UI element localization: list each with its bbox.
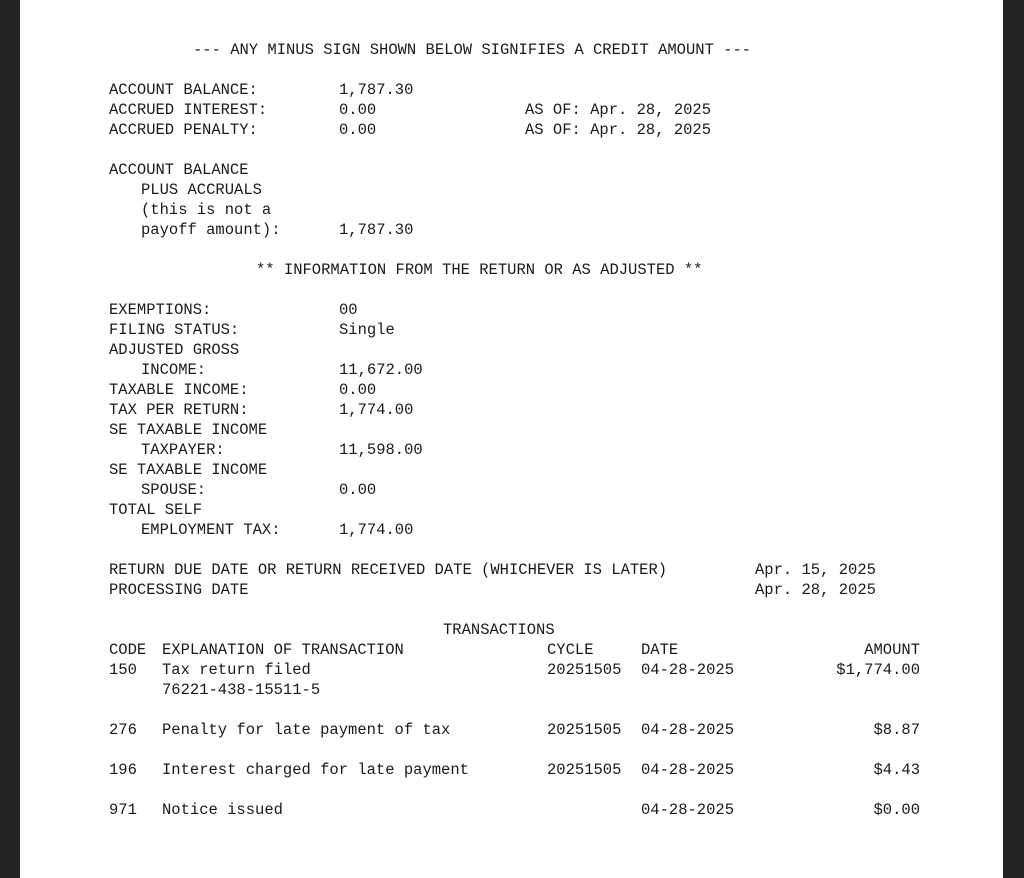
- taxable-income-value: 0.00: [339, 381, 377, 399]
- row-276-code: 276: [109, 721, 137, 739]
- tax-per-return-label: TAX PER RETURN:: [109, 401, 249, 419]
- col-header-amount: AMOUNT: [864, 641, 920, 659]
- se-taxpayer-value: 11,598.00: [339, 441, 423, 459]
- row-276-cycle: 20251505: [547, 721, 622, 739]
- processing-date-label: PROCESSING DATE: [109, 581, 249, 599]
- row-150-date: 04-28-2025: [641, 661, 735, 679]
- accrued-penalty-value: 0.00: [339, 121, 377, 139]
- accrued-penalty-label: ACCRUED PENALTY:: [109, 121, 258, 139]
- row-196-amount: $4.43: [873, 761, 920, 779]
- row-276-amount: $8.87: [873, 721, 920, 739]
- filing-status-value: Single: [339, 321, 395, 339]
- accrued-interest-asof: AS OF: Apr. 28, 2025: [525, 101, 712, 119]
- row-276-explanation: Penalty for late payment of tax: [162, 721, 451, 739]
- return-due-date-label: RETURN DUE DATE OR RETURN RECEIVED DATE (WHICHEVER IS LATER): [109, 561, 668, 579]
- se-spouse-label-1: SE TAXABLE INCOME: [109, 461, 268, 479]
- taxable-income-label: TAXABLE INCOME:: [109, 381, 249, 399]
- balance-plus-accruals-label-4: payoff amount):: [141, 221, 281, 239]
- se-tax-label-2: EMPLOYMENT TAX:: [141, 521, 281, 539]
- row-196-explanation: Interest charged for late payment: [162, 761, 469, 779]
- credit-banner: --- ANY MINUS SIGN SHOWN BELOW SIGNIFIES A CREDIT AMOUNT ---: [193, 41, 752, 59]
- row-150-code: 150: [109, 661, 137, 679]
- row-150-cycle: 20251505: [547, 661, 622, 679]
- col-header-date: DATE: [641, 641, 679, 659]
- agi-value: 11,672.00: [339, 361, 423, 379]
- se-taxpayer-label-2: TAXPAYER:: [141, 441, 225, 459]
- row-971-date: 04-28-2025: [641, 801, 735, 819]
- row-971-code: 971: [109, 801, 137, 819]
- col-header-cycle: CYCLE: [547, 641, 594, 659]
- exemptions-label: EXEMPTIONS:: [109, 301, 212, 319]
- row-971-amount: $0.00: [873, 801, 920, 819]
- balance-plus-accruals-label-3: (this is not a: [141, 201, 272, 219]
- row-150-amount: $1,774.00: [836, 661, 920, 679]
- accrued-penalty-asof: AS OF: Apr. 28, 2025: [525, 121, 712, 139]
- row-196-cycle: 20251505: [547, 761, 622, 779]
- se-spouse-label-2: SPOUSE:: [141, 481, 207, 499]
- se-taxpayer-label-1: SE TAXABLE INCOME: [109, 421, 268, 439]
- row-196-code: 196: [109, 761, 137, 779]
- se-tax-label-1: TOTAL SELF: [109, 501, 203, 519]
- account-balance-label: ACCOUNT BALANCE:: [109, 81, 258, 99]
- agi-label-2: INCOME:: [141, 361, 207, 379]
- row-150-explanation: Tax return filed: [162, 661, 311, 679]
- transactions-heading: TRANSACTIONS: [443, 621, 555, 639]
- balance-plus-accruals-label-1: ACCOUNT BALANCE: [109, 161, 249, 179]
- balance-plus-accruals-value: 1,787.30: [339, 221, 414, 239]
- processing-date-value: Apr. 28, 2025: [755, 581, 876, 599]
- return-due-date-value: Apr. 15, 2025: [755, 561, 876, 579]
- accrued-interest-value: 0.00: [339, 101, 377, 119]
- accrued-interest-label: ACCRUED INTEREST:: [109, 101, 268, 119]
- se-spouse-value: 0.00: [339, 481, 377, 499]
- info-heading: ** INFORMATION FROM THE RETURN OR AS ADJUSTED **: [256, 261, 703, 279]
- agi-label-1: ADJUSTED GROSS: [109, 341, 240, 359]
- col-header-code: CODE: [109, 641, 147, 659]
- tax-per-return-value: 1,774.00: [339, 401, 414, 419]
- col-header-explanation: EXPLANATION OF TRANSACTION: [162, 641, 404, 659]
- row-150-reference: 76221-438-15511-5: [162, 681, 321, 699]
- row-971-explanation: Notice issued: [162, 801, 283, 819]
- filing-status-label: FILING STATUS:: [109, 321, 240, 339]
- row-276-date: 04-28-2025: [641, 721, 735, 739]
- row-196-date: 04-28-2025: [641, 761, 735, 779]
- exemptions-value: 00: [339, 301, 358, 319]
- se-tax-value: 1,774.00: [339, 521, 414, 539]
- balance-plus-accruals-label-2: PLUS ACCRUALS: [141, 181, 262, 199]
- account-balance-value: 1,787.30: [339, 81, 414, 99]
- transcript-page: [20, 0, 1003, 878]
